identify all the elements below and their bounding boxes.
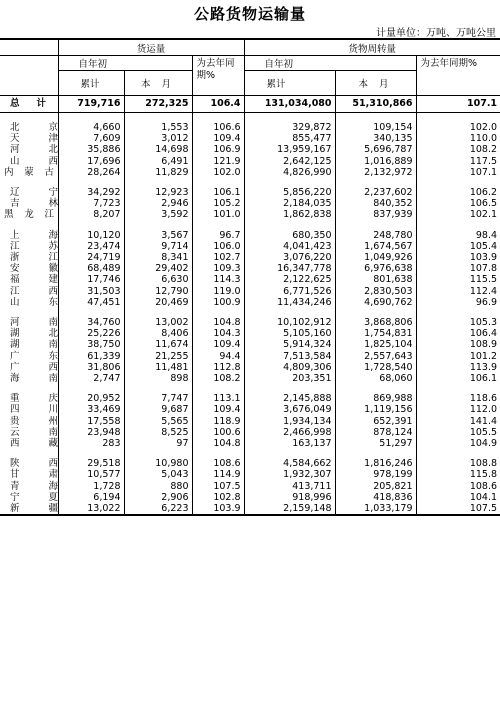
cell-volume-month: 14,698 (124, 144, 192, 155)
cell-volume-cumulative: 34,760 (58, 317, 124, 328)
cell-turnover-month: 2,557,643 (335, 351, 416, 362)
cell-turnover-yoy: 106.5 (416, 198, 500, 209)
cell-turnover-cumulative: 4,809,306 (244, 362, 335, 373)
region-name: 安徽 (10, 263, 58, 275)
cell-volume-yoy: 113.1 (192, 393, 244, 404)
table-row (0, 274, 500, 285)
cell-turnover-cumulative: 329,872 (244, 122, 335, 133)
cell-turnover-cumulative: 918,996 (244, 492, 335, 503)
cell-volume-yoy: 109.4 (192, 339, 244, 350)
cell-turnover-cumulative: 5,105,160 (244, 328, 335, 339)
cell-turnover-cumulative: 2,122,625 (244, 274, 335, 285)
cell-turnover-yoy: 105.3 (416, 317, 500, 328)
cell-turnover-month: 652,391 (335, 416, 416, 427)
cell-volume-month: 10,980 (124, 458, 192, 469)
region-name: 重庆 (10, 393, 58, 405)
cell-turnover-month: 1,674,567 (335, 241, 416, 252)
cell-volume-month: 898 (124, 373, 192, 384)
cell-volume-month: 97 (124, 438, 192, 449)
table-row (0, 263, 500, 274)
table-row (0, 198, 500, 209)
cell-volume-month: 6,223 (124, 503, 192, 515)
cell-turnover-yoy: 108.9 (416, 339, 500, 350)
cell-turnover-month: 3,868,806 (335, 317, 416, 328)
table-row (0, 469, 500, 480)
table-row (0, 156, 500, 167)
cell-turnover-month: 1,049,926 (335, 252, 416, 263)
cell-turnover-cumulative: 6,771,526 (244, 286, 335, 297)
cell-turnover-cumulative: 10,102,912 (244, 317, 335, 328)
region-name: 河北 (10, 144, 58, 156)
cell-volume-yoy: 104.3 (192, 328, 244, 339)
cell-turnover-month: 418,836 (335, 492, 416, 503)
region-name: 山东 (10, 296, 58, 308)
cell-volume-cumulative: 20,952 (58, 393, 124, 404)
header-ytd-volume: 自年初 (58, 56, 192, 71)
table-row (0, 133, 500, 144)
cell-turnover-yoy: 112.4 (416, 286, 500, 297)
cell-turnover-yoy: 106.1 (416, 373, 500, 384)
cell-volume-month: 12,923 (124, 187, 192, 198)
table-row (0, 167, 500, 178)
cell-volume-yoy: 105.2 (192, 198, 244, 209)
cell-turnover-cumulative: 4,041,423 (244, 241, 335, 252)
cell-turnover-yoy: 98.4 (416, 230, 500, 241)
cell-volume-month: 3,567 (124, 230, 192, 241)
cell-turnover-month: 1,119,156 (335, 404, 416, 415)
cell-volume-cumulative: 31,503 (58, 286, 124, 297)
group-spacer (0, 384, 500, 393)
cell-volume-yoy: 108.6 (192, 458, 244, 469)
region-name: 青海 (10, 480, 58, 492)
table-row (0, 297, 500, 308)
header-cumulative-volume: 累计 (58, 71, 124, 96)
cell-volume-month: 11,674 (124, 339, 192, 350)
cell-turnover-cumulative: 11,434,246 (244, 297, 335, 308)
table-row (0, 393, 500, 404)
cell-volume-cumulative: 68,489 (58, 263, 124, 274)
cell-volume-cumulative: 31,806 (58, 362, 124, 373)
cell-turnover-yoy: 108.8 (416, 458, 500, 469)
cell-turnover-cumulative: 13,959,167 (244, 144, 335, 155)
cell-turnover-month: 6,976,638 (335, 263, 416, 274)
cell-turnover-cumulative: 2,159,148 (244, 503, 335, 515)
cell-volume-month: 7,747 (124, 393, 192, 404)
total-turnover-month: 51,310,866 (335, 96, 416, 113)
cell-volume-yoy: 108.2 (192, 373, 244, 384)
cell-turnover-month: 1,016,889 (335, 156, 416, 167)
table-row (0, 286, 500, 297)
page-title: 公路货物运输量 (193, 5, 306, 23)
cell-volume-month: 21,255 (124, 351, 192, 362)
region-name: 广东 (10, 350, 58, 362)
cell-volume-yoy: 106.9 (192, 144, 244, 155)
cell-volume-month: 3,012 (124, 133, 192, 144)
cell-volume-month: 6,630 (124, 274, 192, 285)
cell-turnover-month: 5,696,787 (335, 144, 416, 155)
cell-volume-cumulative: 6,194 (58, 492, 124, 503)
cell-volume-cumulative: 13,022 (58, 503, 124, 515)
table-body (0, 96, 500, 516)
cell-turnover-yoy: 107.8 (416, 263, 500, 274)
cell-volume-yoy: 114.9 (192, 469, 244, 480)
cell-volume-month: 880 (124, 481, 192, 492)
cell-volume-cumulative: 23,948 (58, 427, 124, 438)
cell-turnover-cumulative: 2,145,888 (244, 393, 335, 404)
cell-volume-yoy: 103.9 (192, 503, 244, 515)
cell-turnover-month: 840,352 (335, 198, 416, 209)
cell-volume-month: 2,946 (124, 198, 192, 209)
region-name: 黑龙江 (4, 209, 54, 221)
cell-volume-yoy: 94.4 (192, 351, 244, 362)
table-row (0, 404, 500, 415)
cell-turnover-month: 68,060 (335, 373, 416, 384)
region-name: 辽宁 (10, 187, 58, 199)
cell-volume-yoy: 106.0 (192, 241, 244, 252)
region-name: 北京 (10, 122, 58, 133)
cell-volume-month: 20,469 (124, 297, 192, 308)
table-row (0, 339, 500, 350)
cell-volume-yoy: 121.9 (192, 156, 244, 167)
cell-volume-month: 2,906 (124, 492, 192, 503)
cell-turnover-yoy: 107.5 (416, 503, 500, 515)
cell-turnover-yoy: 104.1 (416, 492, 500, 503)
cell-turnover-month: 2,132,972 (335, 167, 416, 178)
cell-turnover-month: 1,754,831 (335, 328, 416, 339)
cell-volume-cumulative: 47,451 (58, 297, 124, 308)
cell-turnover-yoy: 105.4 (416, 241, 500, 252)
cell-volume-cumulative: 2,747 (58, 373, 124, 384)
cell-volume-cumulative: 1,728 (58, 481, 124, 492)
table-row (0, 351, 500, 362)
region-name: 江苏 (10, 240, 58, 252)
cell-volume-cumulative: 17,696 (58, 156, 124, 167)
total-turnover-cumulative: 131,034,080 (244, 96, 335, 113)
header-freight-turnover: 货物周转量 (244, 39, 500, 56)
cell-volume-month: 9,714 (124, 241, 192, 252)
cell-volume-month: 3,592 (124, 209, 192, 220)
cell-volume-cumulative: 10,577 (58, 469, 124, 480)
cell-volume-cumulative: 28,264 (58, 167, 124, 178)
table-row (0, 362, 500, 373)
region-name: 河南 (10, 317, 58, 329)
cell-volume-yoy: 118.9 (192, 416, 244, 427)
region-name: 山西 (10, 155, 58, 167)
header-yoy-turnover: 为去年同期% (416, 56, 500, 96)
cell-turnover-cumulative: 413,711 (244, 481, 335, 492)
cell-volume-yoy: 100.9 (192, 297, 244, 308)
cell-volume-month: 8,525 (124, 427, 192, 438)
region-name: 贵州 (10, 415, 58, 427)
cell-volume-yoy: 104.8 (192, 317, 244, 328)
table-row (0, 122, 500, 133)
cell-turnover-cumulative: 2,184,035 (244, 198, 335, 209)
region-name: 甘肃 (10, 469, 58, 481)
cell-volume-yoy: 96.7 (192, 230, 244, 241)
cell-turnover-month: 1,728,540 (335, 362, 416, 373)
cell-volume-yoy: 100.6 (192, 427, 244, 438)
cell-turnover-month: 1,816,246 (335, 458, 416, 469)
cell-turnover-month: 878,124 (335, 427, 416, 438)
total-volume-cumulative: 719,716 (58, 96, 124, 113)
cell-volume-month: 8,341 (124, 252, 192, 263)
cell-turnover-cumulative: 1,932,307 (244, 469, 335, 480)
table-row (0, 230, 500, 241)
cell-volume-month: 6,491 (124, 156, 192, 167)
header-ytd-turnover: 自年初 (244, 56, 416, 71)
cell-turnover-month: 51,297 (335, 438, 416, 449)
cell-volume-yoy: 112.8 (192, 362, 244, 373)
cell-turnover-yoy: 110.0 (416, 133, 500, 144)
cell-volume-yoy: 106.6 (192, 122, 244, 133)
region-name: 新疆 (0, 503, 58, 515)
header-month-turnover: 本 月 (335, 71, 416, 96)
table-row (0, 373, 500, 384)
cell-turnover-yoy: 115.5 (416, 274, 500, 285)
cell-turnover-month: 837,939 (335, 209, 416, 220)
cell-turnover-month: 1,033,179 (335, 503, 416, 515)
cell-volume-yoy: 109.4 (192, 133, 244, 144)
cell-volume-month: 1,553 (124, 122, 192, 133)
cell-volume-cumulative: 61,339 (58, 351, 124, 362)
total-row (0, 96, 500, 113)
cell-turnover-cumulative: 7,513,584 (244, 351, 335, 362)
cell-volume-cumulative: 8,207 (58, 209, 124, 220)
cell-turnover-cumulative: 855,477 (244, 133, 335, 144)
header-month-volume: 本 月 (124, 71, 192, 96)
cell-turnover-month: 340,135 (335, 133, 416, 144)
cell-volume-yoy: 101.0 (192, 209, 244, 220)
cell-turnover-month: 248,780 (335, 230, 416, 241)
header-cumulative-turnover: 累计 (244, 71, 335, 96)
group-spacer (0, 449, 500, 458)
total-volume-yoy: 106.4 (192, 96, 244, 113)
cell-turnover-yoy: 105.5 (416, 427, 500, 438)
cell-volume-month: 9,687 (124, 404, 192, 415)
region-name: 吉林 (10, 198, 58, 210)
cell-turnover-cumulative: 203,351 (244, 373, 335, 384)
total-turnover-yoy: 107.1 (416, 96, 500, 113)
cell-volume-yoy: 102.0 (192, 167, 244, 178)
region-name: 四川 (10, 404, 58, 416)
cell-volume-cumulative: 10,120 (58, 230, 124, 241)
region-name: 宁夏 (10, 491, 58, 503)
header-yoy-volume: 为去年同期% (192, 56, 244, 96)
header-region-blank (0, 39, 58, 56)
cell-volume-cumulative: 35,886 (58, 144, 124, 155)
cell-turnover-yoy: 102.0 (416, 122, 500, 133)
cell-turnover-cumulative: 4,584,662 (244, 458, 335, 469)
cell-volume-cumulative: 38,750 (58, 339, 124, 350)
cell-volume-yoy: 104.8 (192, 438, 244, 449)
cell-volume-cumulative: 4,660 (58, 122, 124, 133)
cell-turnover-month: 978,199 (335, 469, 416, 480)
cell-turnover-cumulative: 680,350 (244, 230, 335, 241)
cell-volume-month: 11,829 (124, 167, 192, 178)
group-spacer (0, 308, 500, 317)
cell-turnover-month: 109,154 (335, 122, 416, 133)
group-spacer (0, 113, 500, 123)
cell-volume-cumulative: 283 (58, 438, 124, 449)
region-name: 云南 (10, 426, 58, 438)
region-name: 内蒙古 (4, 166, 54, 178)
cell-turnover-yoy: 108.2 (416, 144, 500, 155)
unit-note: 计量单位：万吨、万吨公里 (376, 28, 496, 39)
cell-turnover-yoy: 113.9 (416, 362, 500, 373)
region-name: 湖南 (10, 339, 58, 351)
table-row (0, 317, 500, 328)
cell-volume-cumulative: 7,609 (58, 133, 124, 144)
total-volume-month: 272,325 (124, 96, 192, 113)
table-row (0, 328, 500, 339)
region-name: 广西 (10, 361, 58, 373)
cell-turnover-yoy: 103.9 (416, 252, 500, 263)
cell-turnover-yoy: 117.5 (416, 156, 500, 167)
cell-volume-cumulative: 33,469 (58, 404, 124, 415)
cell-turnover-month: 2,237,602 (335, 187, 416, 198)
table-row (0, 252, 500, 263)
cell-turnover-cumulative: 1,862,838 (244, 209, 335, 220)
cell-turnover-yoy: 104.9 (416, 438, 500, 449)
cell-turnover-yoy: 106.2 (416, 187, 500, 198)
cell-turnover-cumulative: 3,676,049 (244, 404, 335, 415)
cell-volume-month: 12,790 (124, 286, 192, 297)
region-name: 天津 (10, 133, 58, 145)
table-row (0, 438, 500, 449)
cell-turnover-cumulative: 3,076,220 (244, 252, 335, 263)
cell-turnover-month: 4,690,762 (335, 297, 416, 308)
table-row (0, 209, 500, 220)
cell-turnover-cumulative: 2,642,125 (244, 156, 335, 167)
table-row (0, 427, 500, 438)
cell-turnover-yoy: 96.9 (416, 297, 500, 308)
cell-turnover-cumulative: 5,914,324 (244, 339, 335, 350)
cell-volume-cumulative: 29,518 (58, 458, 124, 469)
cell-volume-cumulative: 17,558 (58, 416, 124, 427)
cell-turnover-yoy: 107.1 (416, 167, 500, 178)
cell-volume-cumulative: 17,746 (58, 274, 124, 285)
cell-volume-month: 5,043 (124, 469, 192, 480)
table-row (0, 241, 500, 252)
cell-turnover-month: 869,988 (335, 393, 416, 404)
cell-volume-cumulative: 34,292 (58, 187, 124, 198)
table-row (0, 458, 500, 469)
total-label: 总 计 (0, 96, 58, 113)
group-spacer (0, 221, 500, 230)
cell-volume-yoy: 119.0 (192, 286, 244, 297)
table-row (0, 416, 500, 427)
region-name: 海南 (10, 373, 58, 385)
freight-table (0, 38, 500, 516)
cell-volume-cumulative: 7,723 (58, 198, 124, 209)
cell-turnover-cumulative: 5,856,220 (244, 187, 335, 198)
cell-turnover-month: 1,825,104 (335, 339, 416, 350)
cell-volume-cumulative: 24,719 (58, 252, 124, 263)
cell-turnover-month: 205,821 (335, 481, 416, 492)
cell-volume-yoy: 106.1 (192, 187, 244, 198)
cell-volume-yoy: 109.4 (192, 404, 244, 415)
table-row (0, 481, 500, 492)
cell-turnover-yoy: 115.8 (416, 469, 500, 480)
cell-turnover-cumulative: 16,347,778 (244, 263, 335, 274)
cell-turnover-cumulative: 2,466,998 (244, 427, 335, 438)
cell-turnover-yoy: 108.6 (416, 481, 500, 492)
header-freight-volume: 货运量 (58, 39, 244, 56)
cell-turnover-yoy: 141.4 (416, 416, 500, 427)
cell-volume-cumulative: 25,226 (58, 328, 124, 339)
cell-volume-month: 8,406 (124, 328, 192, 339)
cell-volume-month: 11,481 (124, 362, 192, 373)
cell-turnover-yoy: 102.1 (416, 209, 500, 220)
region-name: 西藏 (10, 438, 58, 450)
cell-turnover-cumulative: 4,826,990 (244, 167, 335, 178)
cell-volume-yoy: 102.7 (192, 252, 244, 263)
table-row (0, 187, 500, 198)
region-name: 湖北 (10, 328, 58, 340)
table-row (0, 144, 500, 155)
region-name: 江西 (10, 285, 58, 297)
region-name: 陕西 (10, 458, 58, 470)
cell-turnover-yoy: 112.0 (416, 404, 500, 415)
region-name: 福建 (10, 274, 58, 286)
cell-volume-month: 29,402 (124, 263, 192, 274)
region-name: 上海 (10, 229, 58, 241)
cell-turnover-yoy: 101.2 (416, 351, 500, 362)
cell-turnover-month: 2,830,503 (335, 286, 416, 297)
cell-volume-yoy: 109.3 (192, 263, 244, 274)
cell-turnover-cumulative: 163,137 (244, 438, 335, 449)
cell-volume-yoy: 102.8 (192, 492, 244, 503)
cell-volume-yoy: 114.3 (192, 274, 244, 285)
cell-turnover-month: 801,638 (335, 274, 416, 285)
cell-turnover-yoy: 106.4 (416, 328, 500, 339)
cell-volume-cumulative: 23,474 (58, 241, 124, 252)
group-spacer (0, 178, 500, 187)
cell-turnover-cumulative: 1,934,134 (244, 416, 335, 427)
cell-volume-month: 13,002 (124, 317, 192, 328)
table-row (0, 492, 500, 503)
cell-volume-month: 5,565 (124, 416, 192, 427)
cell-turnover-yoy: 118.6 (416, 393, 500, 404)
table-row (0, 503, 500, 515)
cell-volume-yoy: 107.5 (192, 481, 244, 492)
region-name: 浙江 (10, 252, 58, 264)
